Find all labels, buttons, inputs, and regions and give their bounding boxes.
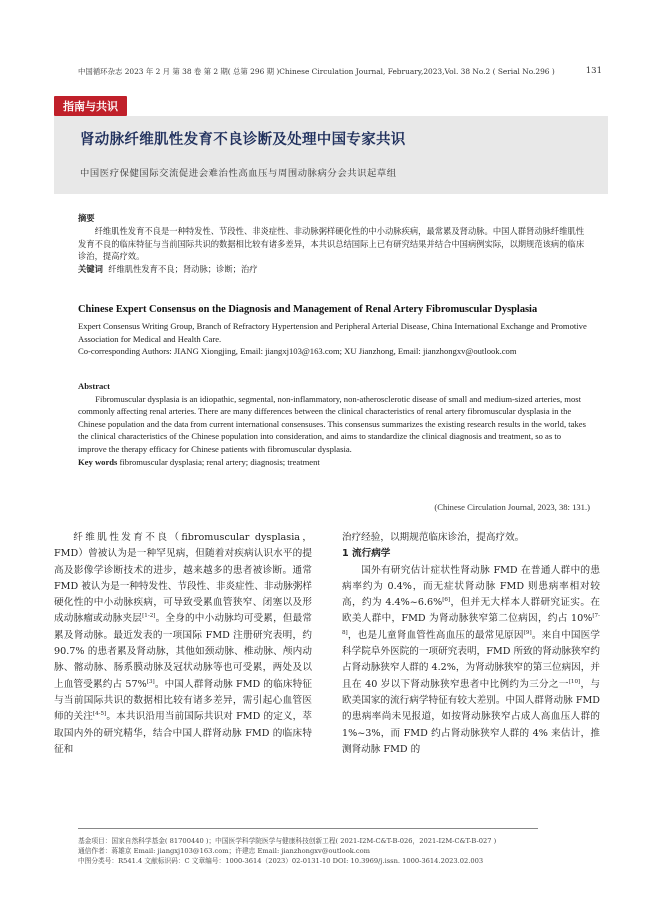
footnote-divider xyxy=(78,828,538,829)
intro-continuation: 治疗经验，以期规范临床诊治，提高疗效。 xyxy=(342,532,525,543)
en-abstract-label: Abstract xyxy=(78,381,110,391)
reference-mark[interactable]: [6] xyxy=(442,597,451,603)
en-title: Chinese Expert Consensus on the Diagnosis and Management of Renal Artery Fibromuscular Dysplasia xyxy=(78,304,538,315)
epidemiology-paragraph xyxy=(342,563,600,759)
reference-mark[interactable]: [3] xyxy=(146,678,155,685)
body-text: ，也是儿童肾血管性高血压的最常见原因 xyxy=(347,629,524,641)
cn-abstract-label: 摘要 xyxy=(78,213,95,223)
cn-title: 肾动脉纤维肌性发育不良诊断及处理中国专家共识 xyxy=(80,132,406,148)
cn-authors: 中国医疗保健国际交流促进会难治性高血压与周围动脉病分会共识起草组 xyxy=(80,168,397,179)
en-authors: Expert Consensus Writing Group, Branch of Refractory Hypertension and Peripheral Arterial Disease, China International Exchange and Promotive Association for Medical and Health Care. xyxy=(78,321,587,344)
running-head-journal: 中国循环杂志 2023 年 2 月 第 38 卷 第 2 期( 总第 296 期 )Chinese Circulation Journal, February,2023,Vol. 38 No.2 ( Serial No.296 ) xyxy=(78,67,555,76)
en-corresponding: Co-corresponding Authors: JIANG Xiongjing, Email: jiangxj103@163.com; XU Jianzhong, Email: jianzhongxv@outlook.com xyxy=(78,346,517,357)
en-abstract xyxy=(78,380,590,468)
running-head xyxy=(78,66,602,77)
en-authors-block xyxy=(78,320,590,358)
cn-abstract xyxy=(78,212,590,276)
classification-note: 中图分类号：R541.4 文献标识码：C 文章编号：1000-3614（2023）02-0131-10 DOI: 10.3969/j.issn. 1000-3614.2023.02.003 xyxy=(78,857,484,866)
reference-mark[interactable]: [9] xyxy=(523,629,532,636)
body-text: 。全身的中小动脉均可受累，但最常累及肾动脉。最近发表的一项国际 FMD 注册研究表明，约 90.7% 的患者累及肾动脉，其他如颈动脉、椎动脉、颅内动脉、髂动脉、肠系膜动脉及冠状动脉等也可受累，两处及以上血管受累约占 57% xyxy=(54,613,313,690)
cn-abstract-text: 纤维肌性发育不良是一种特发性、节段性、非炎症性、非动脉粥样硬化性的中小动脉疾病，最常累及肾动脉。中国人群肾动脉纤维肌性发育不良的临床特征与当前国际共识的数据相比较有诸多差异，本共识总结国际上已有研究结果并结合中国病例实际，以期规范该病的临床诊治，提高疗效。 xyxy=(78,225,585,262)
reference-mark[interactable]: [4-5] xyxy=(92,711,107,718)
cn-keywords-label: 关键词 xyxy=(78,264,103,275)
body-column-right xyxy=(342,530,600,758)
footnotes xyxy=(78,836,598,867)
intro-paragraph xyxy=(54,530,312,758)
reference-mark[interactable]: [10] xyxy=(568,678,581,685)
section-tag: 指南与共识 xyxy=(54,96,127,116)
en-keywords-label: Key words xyxy=(78,456,118,467)
reference-mark[interactable]: [7-8] xyxy=(342,613,600,636)
body-text: 。本共识沿用当前国际共识对 FMD 的定义，萃取国内外的研究精华，结合中国人群肾动脉 FMD 的临床特征和 xyxy=(54,711,312,755)
body-text: ，与欧美国家的流行病学特征有较大差别。中国人群肾动脉 FMD 的患病率尚未见报道，如按肾动脉狭窄占成人高血压人群的 1%~3%，而 FMD 约占肾动脉狭窄人群的 4% 来估计，推测肾动脉 FMD 的 xyxy=(342,678,600,755)
body-text: 国外有研究估计症状性肾动脉 FMD 在普通人群中的患病率约为 0.4%，而无症状肾动脉 FMD 则患病率相对较高，约为 4.4%~6.6% xyxy=(342,564,600,609)
body-column-left xyxy=(54,530,312,758)
body-text: 。来自中国医学科学院阜外医院的一项研究表明，FMD 所致的肾动脉狭窄约占肾动脉狭窄人群的 4.2%，为肾动脉狭窄的第三位病因，并且在 40 岁以下肾动脉狭窄患者中比例约为三分之一 xyxy=(342,629,600,690)
reference-mark[interactable]: [1-2] xyxy=(142,613,156,620)
funding-note: 基金项目：国家自然科学基金( 81700440 )；中国医学科学院医学与健康科技创新工程( 2021-I2M-C&T-B-026，2021-I2M-C&T-B-027 ) xyxy=(78,837,497,845)
body-text: ，但并无大样本人群研究证实。在欧美人群中，FMD 为肾动脉狭窄第二位病因，约占 10% xyxy=(342,597,600,625)
en-abstract-text: Fibromuscular dysplasia is an idiopathic, segmental, non-inflammatory, non-atherosclerotic disease of small and medium-sized arteries, most commonly affecting renal arteries. There are many differences between the clinical characteristics of renal artery fibromuscular dysplasia in the Chinese population and the data from current international consensuses. This consensus summarizes the existing research results in the world, takes the clinical characteristics of the Chinese population into consideration, and aims to standardize the clinical diagnosis and treatment, so as to improve the therapy efficacy for Chinese patients with fibromuscular dysplasia. xyxy=(78,393,586,454)
citation: (Chinese Circulation Journal, 2023, 38: 131.) xyxy=(434,502,590,512)
page-number: 131 xyxy=(585,66,602,76)
cn-keywords: 纤维肌性发育不良；肾动脉；诊断；治疗 xyxy=(108,264,258,275)
body-text: 纤维肌性发育不良（fibromuscular dysplasia，FMD）曾被认为是一种罕见病，但随着对疾病认识水平的提高及影像学诊断技术的进步，越来越多的患者被诊断。通常 FMD 被认为是一种特发性、节段性、非炎症性、非动脉粥样硬化性的中小动脉疾病，可导致受累血管狭窄、闭塞以及形成动脉瘤或动脉夹层 xyxy=(54,532,312,625)
en-keywords: fibromuscular dysplasia; renal artery; diagnosis; treatment xyxy=(119,456,320,467)
correspondence-note: 通信作者：蒋雄京 Email: jiangxj103@163.com；许建忠 Email: jianzhongxv@outlook.com xyxy=(78,847,371,856)
body-text: 。中国人群肾动脉 FMD 的临床特征与当前国际共识的数据相比较有诸多差异，需引起心血管医师的关注 xyxy=(54,678,312,723)
section-heading-epidemiology: 1 流行病学 xyxy=(342,548,391,560)
